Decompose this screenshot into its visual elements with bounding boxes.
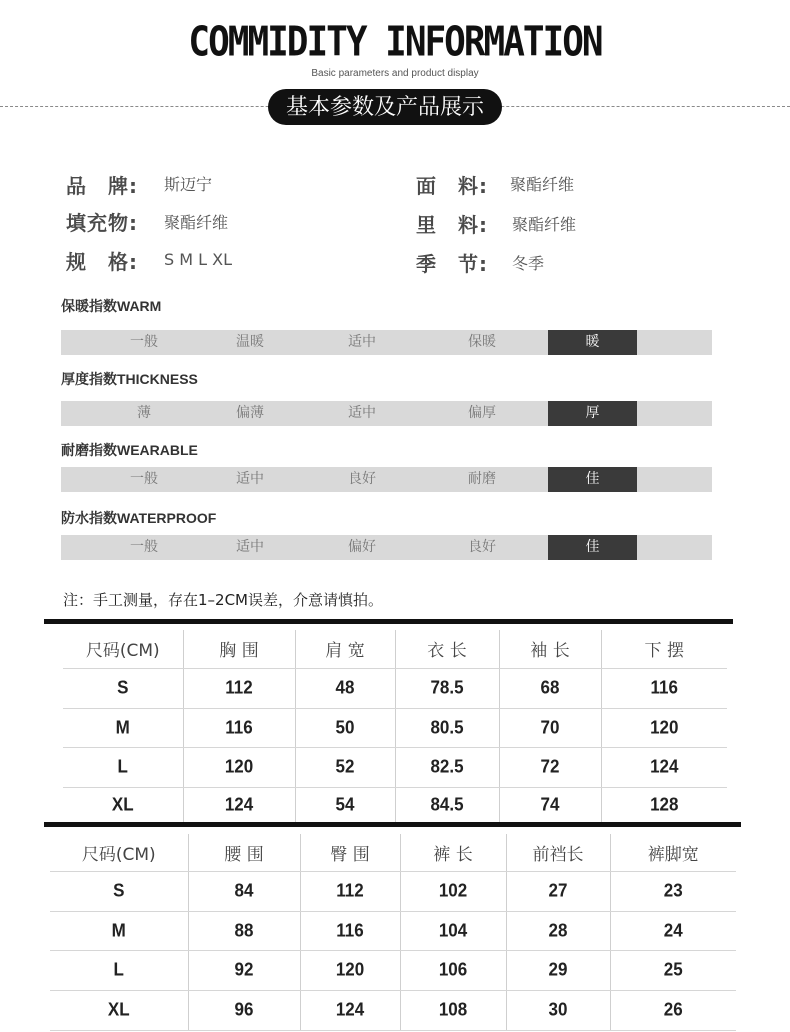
measurement-cell: 80.5 [395,706,499,749]
index-option: 偏好 [348,539,376,555]
bottom-table-rule [44,822,741,827]
spec-lining-value: 聚酯纤维 [512,215,577,234]
index-option-selected: 暖 [548,330,637,355]
measurement-cell: 102 [400,869,506,913]
measurement-cell: 30 [506,988,610,1032]
size-cell: XL [50,988,188,1032]
measurement-cell: 112 [300,869,400,913]
index-bar [61,330,712,355]
spec-season-label: 季 节: [416,252,488,276]
measurement-cell: 68 [499,666,601,710]
index-option-selected: 厚 [548,401,637,426]
column-header: 裤脚宽 [610,834,736,871]
spec-lining-label: 里 料: [416,213,488,237]
spec-size-label: 规 格: [66,250,138,274]
measurement-cell: 124 [601,745,727,789]
measurement-cell: 112 [183,666,295,710]
measurement-cell: 84 [188,869,300,913]
index-option: 一般 [130,334,158,350]
table-row [63,668,727,708]
table-row [50,990,736,1030]
column-header: 裤 长 [400,834,506,871]
measurement-cell: 82.5 [395,745,499,789]
index-option: 适中 [348,334,376,350]
size-cell: M [63,706,183,749]
index-option: 适中 [236,471,264,487]
table-row [50,871,736,911]
index-option: 偏薄 [236,405,264,421]
index-option: 保暖 [468,334,496,350]
measurement-cell: 120 [601,706,727,749]
measurement-cell: 108 [400,988,506,1032]
measurement-cell: 52 [295,745,395,789]
page-title: COMMIDITY INFORMATION [188,18,602,67]
column-header: 前裆长 [506,834,610,871]
table-header-row [63,630,727,668]
column-header: 下 摆 [601,630,727,668]
spec-fabric-label: 面 料: [416,174,488,198]
index-option: 薄 [137,405,151,421]
measurement-cell: 70 [499,706,601,749]
size-cell: M [50,909,188,952]
measurement-cell: 96 [188,988,300,1032]
measurement-cell: 84.5 [395,785,499,825]
measurement-cell: 78.5 [395,666,499,710]
measurement-cell: 124 [183,785,295,825]
index-option-selected: 佳 [548,467,637,492]
measurement-cell: 26 [610,988,736,1032]
spec-fabric-value: 聚酯纤维 [510,175,575,194]
table-row [63,787,727,823]
column-header: 肩 宽 [295,630,395,668]
bottom-size-table [50,834,736,1031]
measurement-cell: 116 [183,706,295,749]
page-subtitle: Basic parameters and product display [311,68,479,79]
measurement-cell: 116 [300,909,400,952]
measurement-cell: 74 [499,785,601,825]
measurement-cell: 88 [188,909,300,952]
measurement-cell: 24 [610,909,736,952]
measurement-cell: 124 [300,988,400,1032]
measurement-cell: 25 [610,948,736,992]
size-cell: XL [63,785,183,825]
column-header: 臀 围 [300,834,400,871]
column-header: 袖 长 [499,630,601,668]
spec-season-value: 冬季 [512,254,545,273]
spec-brand-value: 斯迈宁 [164,175,213,194]
measurement-cell: 23 [610,869,736,913]
table-row [50,950,736,990]
column-header: 胸 围 [183,630,295,668]
measurement-cell: 104 [400,909,506,952]
index-bar [61,535,712,560]
measurement-cell: 120 [300,948,400,992]
size-cell: L [63,745,183,789]
top-table-rule [44,619,733,624]
measurement-cell: 92 [188,948,300,992]
measurement-cell: 28 [506,909,610,952]
index-title: 厚度指数THICKNESS [61,371,198,387]
index-title: 防水指数WATERPROOF [61,510,217,526]
size-cell: L [50,948,188,992]
measurement-cell: 128 [601,785,727,825]
spec-size-value: S M L XL [164,250,233,269]
index-title: 保暖指数WARM [61,298,162,314]
column-header: 衣 长 [395,630,499,668]
index-bar [61,401,712,426]
spec-filling-label: 填充物: [66,211,138,235]
index-title: 耐磨指数WEARABLE [61,442,198,458]
index-bar [61,467,712,492]
size-cell: S [50,869,188,913]
table-row [50,911,736,950]
index-option: 适中 [236,539,264,555]
measurement-cell: 106 [400,948,506,992]
measurement-cell: 120 [183,745,295,789]
index-option-selected: 佳 [548,535,637,560]
index-option: 偏厚 [468,405,496,421]
spec-filling-value: 聚酯纤维 [164,213,229,232]
column-header: 尺码(CM) [50,834,188,871]
column-header: 腰 围 [188,834,300,871]
table-header-row [50,834,736,871]
measurement-note: 注：手工测量，存在1–2CM误差，介意请慎拍。 [63,591,384,609]
table-row [63,708,727,747]
index-option: 温暖 [236,334,264,350]
measurement-cell: 27 [506,869,610,913]
measurement-cell: 48 [295,666,395,710]
table-row [63,747,727,787]
index-option: 一般 [130,539,158,555]
index-option: 耐磨 [468,471,496,487]
top-size-table [63,630,727,824]
spec-brand-label: 品 牌: [66,174,138,198]
section-badge: 基本参数及产品展示 [268,89,502,125]
measurement-cell: 72 [499,745,601,789]
column-header: 尺码(CM) [63,630,183,668]
index-option: 适中 [348,405,376,421]
index-option: 一般 [130,471,158,487]
measurement-cell: 50 [295,706,395,749]
size-cell: S [63,666,183,710]
index-option: 良好 [348,471,376,487]
measurement-cell: 116 [601,666,727,710]
index-option: 良好 [468,539,496,555]
measurement-cell: 54 [295,785,395,825]
measurement-cell: 29 [506,948,610,992]
